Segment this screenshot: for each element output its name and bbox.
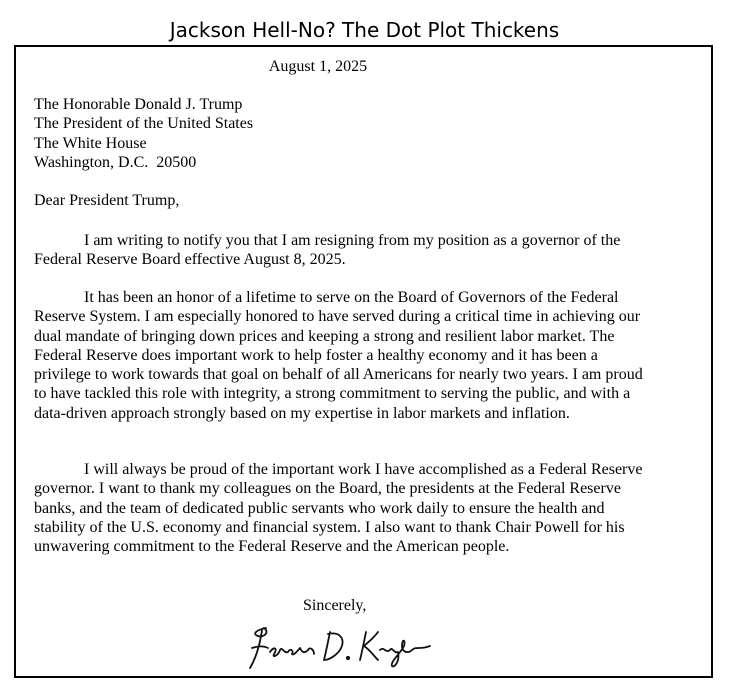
signature: [244, 616, 434, 676]
salutation: Dear President Trump,: [34, 192, 180, 209]
letter-date: August 1, 2025: [268, 58, 368, 75]
page-title: Jackson Hell-No? The Dot Plot Thickens: [169, 18, 560, 42]
body-paragraph: I will always be proud of the important work I have accomplished as a Federal Reserve governor. I want to thank my colleagues on the Board, the presidents at the Federal Reserve banks, and the team of dedicated public servants who work daily to ensure the health and stability of the U.S. economy and financial system. I also want to thank Chair Powell for his unwavering commitment to the Federal Reserve and the American people.: [34, 461, 643, 556]
body-paragraph: I am writing to notify you that I am resigning from my position as a governor of the Federal Reserve Board effective August 8, 2025.: [34, 232, 621, 269]
addressee-line: The White House: [34, 134, 147, 152]
body-paragraph: It has been an honor of a lifetime to serve on the Board of Governors of the Federal Reserve System. I am especially honored to have served during a critical time in achieving our dual mandate of bringing down prices and keeping a strong and resilient labor market. The Federal Reserve does important work to help foster a healthy economy and it has been a privilege to work towards that goal on behalf of all Americans for nearly two years. I am proud to have tackled this role with integrity, a strong commitment to serving the public, and with a data-driven approach strongly based on my expertise in labor markets and inflation.: [34, 289, 643, 422]
addressee-line: The Honorable Donald J. Trump: [34, 96, 243, 113]
signature-icon: [244, 616, 434, 676]
closing: Sincerely,: [303, 597, 367, 614]
addressee-line: The President of the United States: [34, 115, 254, 133]
addressee-line: Washington, D.C. 20500: [34, 153, 197, 171]
addressee-block: [34, 95, 253, 172]
